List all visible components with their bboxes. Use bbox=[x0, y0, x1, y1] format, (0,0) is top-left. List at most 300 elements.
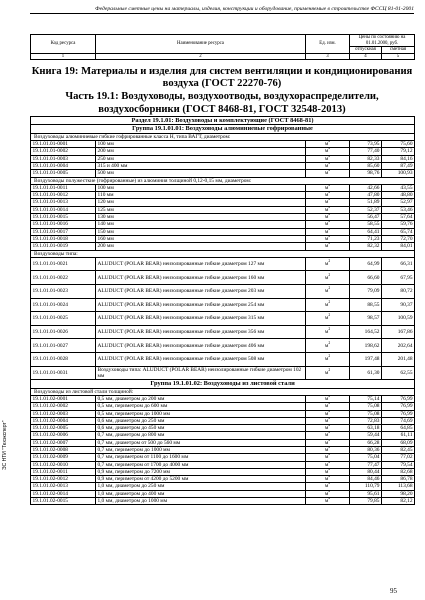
unit-superscript: 2 bbox=[328, 228, 331, 231]
cell-unit bbox=[306, 235, 350, 242]
cell-release-price: 79,09 bbox=[350, 285, 382, 299]
unit-text: м bbox=[324, 490, 329, 497]
cell-name: 315 и 400 мм bbox=[96, 163, 306, 170]
subheading-text: Воздуховоды полужесткие (гофрированные) из алюминия толщиной 0,12-0,15 мм, диаметром: bbox=[31, 177, 415, 184]
cell-code: 19.1.01.02-0007 bbox=[31, 439, 96, 446]
cell-estimate-price: 76,99 bbox=[382, 410, 415, 417]
price-table bbox=[30, 116, 415, 505]
table-row bbox=[31, 353, 415, 367]
unit-superscript: 2 bbox=[328, 395, 331, 399]
cell-release-price: 42,66 bbox=[350, 184, 382, 191]
unit-text: м bbox=[324, 235, 329, 242]
table-row bbox=[31, 417, 415, 424]
table-row bbox=[31, 432, 415, 439]
unit-text: м bbox=[324, 342, 329, 349]
cell-code: 19.1.01.01-0024 bbox=[31, 298, 96, 312]
subheading-row bbox=[31, 250, 415, 257]
col-release-header: отпускная bbox=[350, 47, 382, 54]
cell-unit bbox=[306, 461, 350, 468]
cell-release-price: 82,33 bbox=[350, 155, 382, 162]
table-row bbox=[31, 366, 415, 380]
unit-superscript: 2 bbox=[328, 213, 331, 217]
cell-estimate-price: 167,86 bbox=[382, 325, 415, 339]
cell-release-price: 63,18 bbox=[350, 425, 382, 432]
group-heading-text: Группа 19.1.01.02: Воздуховоды из листовой стали bbox=[31, 380, 415, 388]
cell-estimate-price: 61,11 bbox=[382, 432, 415, 439]
table-row bbox=[31, 312, 415, 326]
unit-superscript: 2 bbox=[328, 220, 331, 224]
unit-superscript: 2 bbox=[328, 191, 331, 195]
table-row bbox=[31, 395, 415, 402]
cell-release-price: 110,79 bbox=[350, 483, 382, 490]
cell-release-price: 197,48 bbox=[350, 353, 382, 367]
cell-estimate-price: 52,97 bbox=[382, 199, 415, 206]
cell-name: 0,7 мм, диаметром от 500 до 560 мм bbox=[96, 439, 306, 446]
cell-estimate-price: 77,02 bbox=[382, 454, 415, 461]
cell-name: ALUDUCT (POLAR BEAR) неизолированные гибкие диаметром 203 мм bbox=[96, 285, 306, 299]
cell-unit bbox=[306, 439, 350, 446]
unit-superscript: 2 bbox=[328, 417, 331, 420]
unit-text: м bbox=[324, 163, 329, 169]
cell-code: 19.1.01.01-0015 bbox=[31, 214, 96, 221]
cell-unit bbox=[306, 199, 350, 206]
table-row bbox=[31, 228, 415, 235]
cell-name: 250 мм bbox=[96, 155, 306, 162]
unit-text: м bbox=[324, 274, 329, 281]
cell-release-price: 66,28 bbox=[350, 439, 382, 446]
cell-release-price: 198,62 bbox=[350, 339, 382, 353]
cell-release-price: 72,83 bbox=[350, 417, 382, 424]
subheading-row bbox=[31, 177, 415, 184]
unit-superscript: 2 bbox=[328, 313, 331, 318]
cell-name: 0,9 мм, периметром от 4200 до 5200 мм bbox=[96, 476, 306, 483]
cell-estimate-price: 48,80 bbox=[382, 192, 415, 199]
cell-unit bbox=[306, 339, 350, 353]
cell-code: 19.1.01.01-0018 bbox=[31, 235, 96, 242]
cell-name: ALUDUCT (POLAR BEAR) неизолированные гибкие диаметром 160 мм bbox=[96, 271, 306, 285]
table-row bbox=[31, 155, 415, 162]
table-row bbox=[31, 339, 415, 353]
unit-text: м bbox=[324, 432, 329, 439]
group-heading-text: Группа 19.1.01.01: Воздуховоды алюминиевые гофрированные bbox=[31, 125, 415, 133]
table-row bbox=[31, 454, 415, 461]
col-num: 5 bbox=[382, 53, 415, 60]
cell-estimate-price: 84,16 bbox=[382, 155, 415, 162]
cell-code: 19.1.01.01-0021 bbox=[31, 257, 96, 271]
unit-text: м bbox=[324, 439, 329, 446]
cell-name: 0,5 мм, диаметром до 200 мм bbox=[96, 395, 306, 402]
page-number: 95 bbox=[390, 587, 397, 595]
unit-text: м bbox=[324, 243, 329, 250]
unit-text: м bbox=[324, 214, 329, 221]
unit-text: м bbox=[324, 199, 329, 206]
cell-release-price: 88,55 bbox=[350, 298, 382, 312]
cell-code: 19.1.01.02-0012 bbox=[31, 476, 96, 483]
unit-superscript: 2 bbox=[328, 272, 331, 277]
cell-unit bbox=[306, 312, 350, 326]
cell-name: ALUDUCT (POLAR BEAR) неизолированные гибкие диаметром 254 мм bbox=[96, 298, 306, 312]
subheading-text: Воздуховоды алюминиевые гибкие гофрированные класса Н, типа ВАГТ, диаметром: bbox=[31, 133, 415, 140]
cell-estimate-price: 82,45 bbox=[382, 446, 415, 453]
cell-estimate-price: 87,49 bbox=[382, 163, 415, 170]
cell-unit bbox=[306, 170, 350, 177]
cell-release-price: 75,04 bbox=[350, 454, 382, 461]
unit-superscript: 2 bbox=[328, 402, 331, 406]
cell-name: 100 мм bbox=[96, 184, 306, 191]
cell-estimate-price: 57,64 bbox=[382, 214, 415, 221]
table-row bbox=[31, 163, 415, 170]
cell-unit bbox=[306, 476, 350, 483]
cell-unit bbox=[306, 490, 350, 497]
cell-name: 1,0 мм, диаметром до 250 мм bbox=[96, 483, 306, 490]
cell-name: ALUDUCT (POLAR BEAR) неизолированные гибкие диаметром 406 мм bbox=[96, 339, 306, 353]
cell-name: 140 мм bbox=[96, 221, 306, 228]
cell-name: 130 мм bbox=[96, 214, 306, 221]
unit-text: м bbox=[324, 468, 329, 475]
unit-text: м bbox=[324, 395, 329, 402]
col-estimate-header: сметная bbox=[382, 47, 415, 54]
unit-text: м bbox=[324, 417, 329, 424]
unit-superscript: 2 bbox=[328, 475, 331, 479]
cell-unit bbox=[306, 366, 350, 380]
unit-text: м bbox=[324, 425, 329, 432]
cell-name: ALUDUCT (POLAR BEAR) неизолированные гибкие диаметром 127 мм bbox=[96, 257, 306, 271]
unit-superscript: 2 bbox=[328, 424, 331, 428]
table-row bbox=[31, 446, 415, 453]
table-row bbox=[31, 325, 415, 339]
cell-unit bbox=[306, 285, 350, 299]
table-row bbox=[31, 170, 415, 177]
subheading-text: Воздуховоды из листовой стали толщиной: bbox=[31, 388, 415, 395]
cell-name: 500 мм bbox=[96, 170, 306, 177]
cell-code: 19.1.01.02-0003 bbox=[31, 410, 96, 417]
unit-text: м bbox=[324, 170, 329, 177]
cell-name: 0,7 мм, периметром до 1000 мм bbox=[96, 446, 306, 453]
cell-release-price: 56,47 bbox=[350, 214, 382, 221]
group-heading-row bbox=[31, 380, 415, 388]
cell-release-price: 80,44 bbox=[350, 468, 382, 475]
cell-estimate-price: 72,70 bbox=[382, 235, 415, 242]
cell-release-price: 52,37 bbox=[350, 206, 382, 213]
cell-code: 19.1.01.02-0001 bbox=[31, 395, 96, 402]
cell-estimate-price: 202,64 bbox=[382, 339, 415, 353]
cell-unit bbox=[306, 468, 350, 475]
cell-code: 19.1.01.02-0009 bbox=[31, 454, 96, 461]
unit-superscript: 2 bbox=[328, 198, 331, 202]
cell-code: 19.1.01.02-0010 bbox=[31, 461, 96, 468]
cell-unit bbox=[306, 498, 350, 505]
cell-estimate-price: 68,09 bbox=[382, 439, 415, 446]
cell-code: 19.1.01.02-0002 bbox=[31, 403, 96, 410]
cell-unit bbox=[306, 454, 350, 461]
col-num: 2 bbox=[96, 53, 306, 60]
table-row bbox=[31, 221, 415, 228]
unit-text: м bbox=[324, 476, 329, 483]
table-row bbox=[31, 235, 415, 242]
table-row bbox=[31, 214, 415, 221]
cell-release-price: 85,60 bbox=[350, 163, 382, 170]
cell-name: 200 мм bbox=[96, 243, 306, 250]
cell-code: 19.1.01.02-0013 bbox=[31, 483, 96, 490]
unit-text: м bbox=[324, 206, 329, 213]
cell-estimate-price: 82,12 bbox=[382, 498, 415, 505]
cell-estimate-price: 43,55 bbox=[382, 184, 415, 191]
cell-unit bbox=[306, 206, 350, 213]
unit-text: м bbox=[324, 155, 329, 162]
cell-name: 0,7 мм, диаметром до 800 мм bbox=[96, 432, 306, 439]
cell-release-price: 75,08 bbox=[350, 403, 382, 410]
cell-code: 19.1.01.02-0011 bbox=[31, 468, 96, 475]
unit-text: м bbox=[324, 261, 329, 267]
cell-unit bbox=[306, 325, 350, 339]
cell-release-price: 98,76 bbox=[350, 170, 382, 177]
unit-superscript: 2 bbox=[328, 439, 331, 442]
unit-text: м bbox=[324, 461, 329, 468]
unit-text: м bbox=[324, 148, 329, 155]
cell-estimate-price: 64,85 bbox=[382, 425, 415, 432]
cell-estimate-price: 100,59 bbox=[382, 312, 415, 326]
cell-code: 19.1.01.02-0015 bbox=[31, 498, 96, 505]
col-unit-header: Ед. изм. bbox=[306, 35, 350, 54]
cell-unit bbox=[306, 483, 350, 490]
cell-estimate-price: 84,01 bbox=[382, 243, 415, 250]
cell-code: 19.1.01.01-0001 bbox=[31, 141, 96, 148]
unit-superscript: 2 bbox=[328, 299, 331, 304]
unit-superscript: 2 bbox=[328, 206, 331, 209]
cell-name: 0,9 мм, периметром до 7200 мм bbox=[96, 468, 306, 475]
cell-code: 19.1.01.01-0003 bbox=[31, 155, 96, 162]
table-row bbox=[31, 271, 415, 285]
cell-code: 19.1.01.01-0013 bbox=[31, 199, 96, 206]
cell-name: 0,6 мм, диаметром до 250 мм bbox=[96, 417, 306, 424]
cell-release-price: 58,55 bbox=[350, 221, 382, 228]
unit-superscript: 2 bbox=[328, 367, 331, 372]
cell-code: 19.1.01.01-0014 bbox=[31, 206, 96, 213]
col-num: 4 bbox=[350, 53, 382, 60]
cell-code: 19.1.01.01-0011 bbox=[31, 184, 96, 191]
cell-code: 19.1.01.01-0025 bbox=[31, 312, 96, 326]
cell-name: 110 мм bbox=[96, 192, 306, 199]
cell-release-price: 75,08 bbox=[350, 410, 382, 417]
cell-release-price: 164,52 bbox=[350, 325, 382, 339]
col-name-header: Наименование ресурса bbox=[96, 35, 306, 54]
unit-text: м bbox=[324, 192, 329, 199]
unit-superscript: 2 bbox=[328, 497, 331, 501]
cell-name: 0,6 мм, диаметром до 450 мм bbox=[96, 425, 306, 432]
cell-unit bbox=[306, 155, 350, 162]
table-row bbox=[31, 285, 415, 299]
cell-release-price: 77,40 bbox=[350, 148, 382, 155]
table-row bbox=[31, 490, 415, 497]
unit-superscript: 2 bbox=[328, 169, 331, 173]
cell-estimate-price: 74,69 bbox=[382, 417, 415, 424]
cell-unit bbox=[306, 221, 350, 228]
unit-text: м bbox=[324, 301, 329, 308]
cell-unit bbox=[306, 353, 350, 367]
unit-text: м bbox=[324, 369, 329, 376]
table-row bbox=[31, 298, 415, 312]
unit-superscript: 2 bbox=[328, 453, 331, 457]
table-row bbox=[31, 468, 415, 475]
cell-name: 150 мм bbox=[96, 228, 306, 235]
cell-unit bbox=[306, 228, 350, 235]
unit-text: м bbox=[324, 403, 329, 410]
subheading-row bbox=[31, 388, 415, 395]
unit-superscript: 2 bbox=[328, 410, 331, 413]
cell-estimate-price: 82,68 bbox=[382, 468, 415, 475]
cell-unit bbox=[306, 243, 350, 250]
cell-unit bbox=[306, 395, 350, 402]
unit-text: м bbox=[324, 498, 329, 505]
cell-unit bbox=[306, 148, 350, 155]
unit-text: м bbox=[324, 328, 329, 335]
unit-text: м bbox=[324, 483, 329, 490]
unit-superscript: 2 bbox=[328, 431, 331, 435]
cell-release-price: 71,23 bbox=[350, 235, 382, 242]
cell-estimate-price: 86,78 bbox=[382, 476, 415, 483]
cell-release-price: 98,57 bbox=[350, 312, 382, 326]
cell-release-price: 77,47 bbox=[350, 461, 382, 468]
cell-release-price: 47,80 bbox=[350, 192, 382, 199]
cell-code: 19.1.01.01-0023 bbox=[31, 285, 96, 299]
cell-code: 19.1.01.02-0008 bbox=[31, 446, 96, 453]
table-row bbox=[31, 192, 415, 199]
unit-superscript: 2 bbox=[328, 461, 331, 464]
cell-estimate-price: 79,54 bbox=[382, 461, 415, 468]
unit-superscript: 2 bbox=[328, 327, 331, 332]
table-row bbox=[31, 184, 415, 191]
cell-code: 19.1.01.02-0004 bbox=[31, 417, 96, 424]
cell-code: 19.1.01.01-0027 bbox=[31, 339, 96, 353]
unit-superscript: 2 bbox=[328, 490, 331, 493]
cell-code: 19.1.01.01-0016 bbox=[31, 221, 96, 228]
subheading-row bbox=[31, 133, 415, 140]
unit-superscript: 2 bbox=[328, 235, 331, 239]
table-row bbox=[31, 483, 415, 490]
side-text: ЭС НТИ "Техэксперт" bbox=[2, 420, 8, 470]
book-title: Книга 19: Материалы и изделия для систем вентиляции и кондиционирования воздуха (ГОСТ 22270-76) bbox=[31, 66, 413, 90]
cell-name: Воздуховоды типа: ALUDUCT (POLAR BEAR) неизолированные гибкие диаметром 102 мм bbox=[96, 366, 306, 380]
cell-unit bbox=[306, 192, 350, 199]
cell-unit bbox=[306, 214, 350, 221]
cell-name: ALUDUCT (POLAR BEAR) неизолированные гибкие диаметром 315 мм bbox=[96, 312, 306, 326]
table-row bbox=[31, 498, 415, 505]
table-header bbox=[30, 34, 415, 60]
col-code-header: Код ресурса bbox=[31, 35, 96, 54]
cell-unit bbox=[306, 417, 350, 424]
cell-name: 0,7 мм, периметром от 1700 до 4000 мм bbox=[96, 461, 306, 468]
unit-superscript: 2 bbox=[328, 468, 331, 472]
cell-estimate-price: 53,46 bbox=[382, 206, 415, 213]
unit-superscript: 2 bbox=[328, 184, 331, 188]
table-row bbox=[31, 141, 415, 148]
unit-superscript: 2 bbox=[328, 354, 331, 359]
cell-code: 19.1.01.01-0019 bbox=[31, 243, 96, 250]
cell-release-price: 64,41 bbox=[350, 228, 382, 235]
cell-unit bbox=[306, 271, 350, 285]
unit-superscript: 2 bbox=[328, 482, 331, 486]
unit-text: м bbox=[324, 141, 329, 148]
unit-text: м bbox=[324, 184, 329, 191]
cell-name: ALUDUCT (POLAR BEAR) неизолированные гибкие диаметром 508 мм bbox=[96, 353, 306, 367]
cell-release-price: 51,89 bbox=[350, 199, 382, 206]
cell-unit bbox=[306, 163, 350, 170]
table-row bbox=[31, 425, 415, 432]
cell-release-price: 64,99 bbox=[350, 257, 382, 271]
cell-code: 19.1.01.01-0012 bbox=[31, 192, 96, 199]
table-row bbox=[31, 257, 415, 271]
title-block bbox=[30, 66, 414, 116]
cell-estimate-price: 59,76 bbox=[382, 221, 415, 228]
table-row bbox=[31, 243, 415, 250]
cell-estimate-price: 113,68 bbox=[382, 483, 415, 490]
unit-text: м bbox=[324, 228, 329, 235]
cell-code: 19.1.01.01-0005 bbox=[31, 170, 96, 177]
cell-release-price: 84,46 bbox=[350, 476, 382, 483]
unit-superscript: 2 bbox=[328, 147, 331, 151]
unit-text: м bbox=[324, 454, 329, 461]
cell-estimate-price: 66,31 bbox=[382, 257, 415, 271]
cell-unit bbox=[306, 298, 350, 312]
unit-superscript: 2 bbox=[328, 155, 331, 158]
cell-estimate-price: 100,93 bbox=[382, 170, 415, 177]
cell-estimate-price: 90,37 bbox=[382, 298, 415, 312]
cell-code: 19.1.01.01-0004 bbox=[31, 163, 96, 170]
unit-superscript: 2 bbox=[328, 259, 331, 264]
table-row bbox=[31, 439, 415, 446]
cell-estimate-price: 62,55 bbox=[382, 366, 415, 380]
unit-text: м bbox=[324, 410, 329, 417]
unit-text: м bbox=[324, 221, 329, 228]
unit-superscript: 2 bbox=[328, 286, 331, 291]
cell-estimate-price: 79,12 bbox=[382, 148, 415, 155]
col-num: 1 bbox=[31, 53, 96, 60]
cell-unit bbox=[306, 446, 350, 453]
cell-release-price: 79,85 bbox=[350, 498, 382, 505]
cell-unit bbox=[306, 141, 350, 148]
cell-release-price: 82,32 bbox=[350, 243, 382, 250]
unit-text: м bbox=[324, 288, 329, 295]
unit-superscript: 2 bbox=[328, 140, 331, 144]
cell-estimate-price: 76,99 bbox=[382, 403, 415, 410]
cell-unit bbox=[306, 410, 350, 417]
cell-estimate-price: 76,99 bbox=[382, 395, 415, 402]
unit-text: м bbox=[324, 315, 329, 322]
cell-estimate-price: 65,74 bbox=[382, 228, 415, 235]
cell-name: 0,7 мм, периметром от 1100 до 1600 мм bbox=[96, 454, 306, 461]
table-row bbox=[31, 148, 415, 155]
cell-estimate-price: 67,95 bbox=[382, 271, 415, 285]
col-num: 3 bbox=[306, 53, 350, 60]
unit-superscript: 2 bbox=[328, 162, 331, 166]
cell-release-price: 59,44 bbox=[350, 432, 382, 439]
section-heading-text: Раздел 19.1.01: Воздуховоды и комплектующие (ГОСТ 8468-81) bbox=[31, 117, 415, 125]
cell-name: 1,0 мм, диаметром до 1000 мм bbox=[96, 498, 306, 505]
cell-name: 100 мм bbox=[96, 141, 306, 148]
table-row bbox=[31, 476, 415, 483]
cell-release-price: 80,36 bbox=[350, 446, 382, 453]
cell-estimate-price: 201,48 bbox=[382, 353, 415, 367]
cell-release-price: 73,95 bbox=[350, 141, 382, 148]
cell-name: 0,5 мм, периметром до 600 мм bbox=[96, 403, 306, 410]
unit-superscript: 2 bbox=[328, 446, 331, 450]
cell-name: 125 мм bbox=[96, 206, 306, 213]
table-row bbox=[31, 403, 415, 410]
cell-name: 1,0 мм, диаметром до 400 мм bbox=[96, 490, 306, 497]
cell-release-price: 95,61 bbox=[350, 490, 382, 497]
cell-name: 160 мм bbox=[96, 235, 306, 242]
cell-unit bbox=[306, 257, 350, 271]
